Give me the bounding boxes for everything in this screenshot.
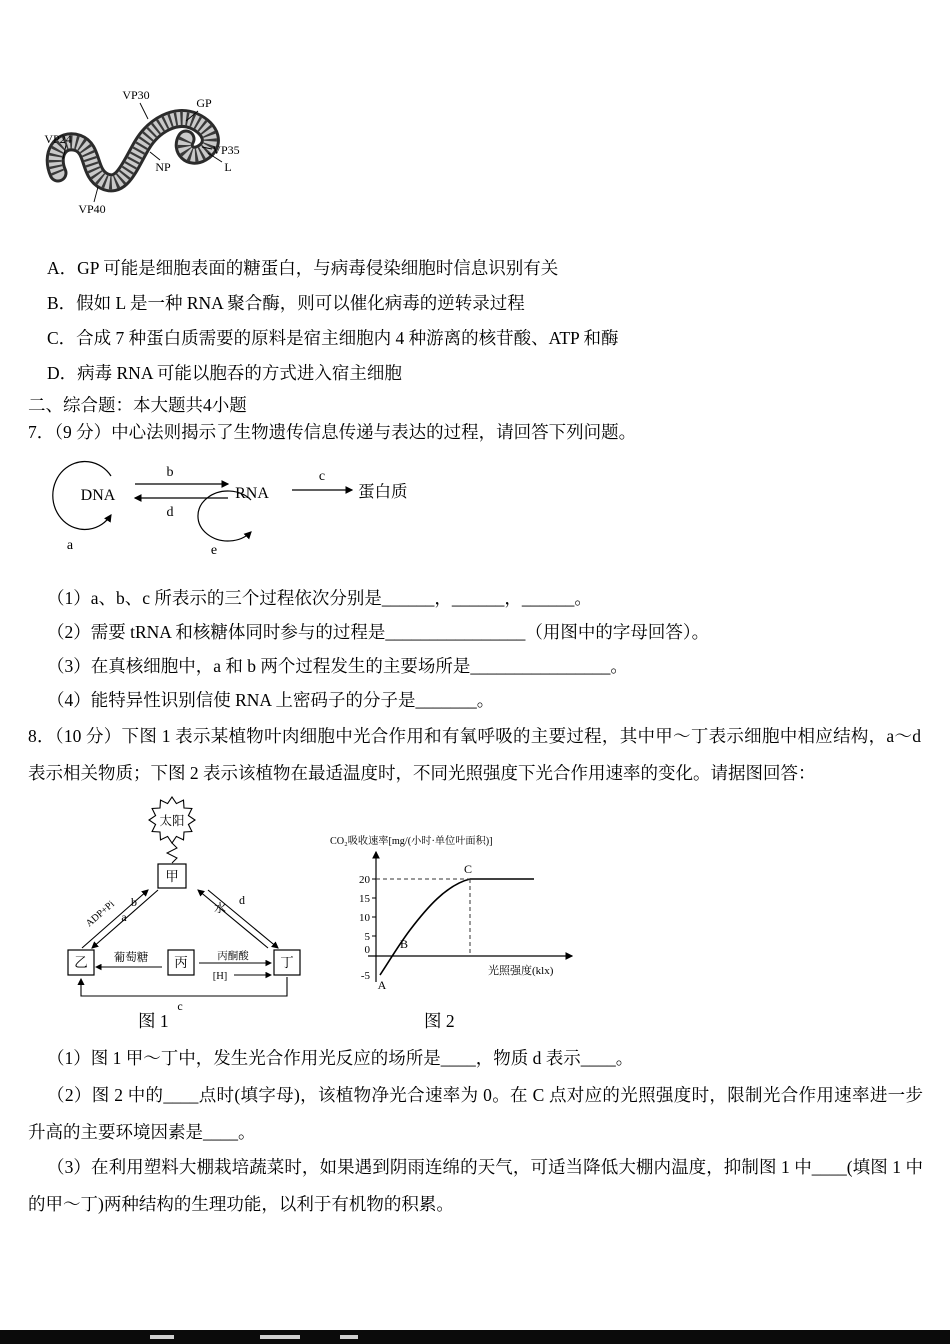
option-b: B．假如 L 是一种 RNA 聚合酶，则可以催化病毒的逆转录过程 [47, 293, 525, 313]
photosynthesis-curve [380, 879, 534, 975]
water-label: 水 [213, 901, 227, 915]
vp30-label: VP30 [122, 88, 150, 102]
figure-2-caption: 图 2 [424, 1011, 455, 1031]
l-label: L [224, 160, 232, 174]
sun-label: 太阳 [159, 814, 185, 828]
figure-1-caption: 图 1 [138, 1011, 169, 1031]
option-c: C．合成 7 种蛋白质需要的原料是宿主细胞内 4 种游离的核苷酸、ATP 和酶 [47, 328, 619, 348]
point-c-label: C [463, 862, 473, 876]
structure-ding-label: 丁 [280, 955, 294, 970]
section-2-header: 二、综合题：本大题共4小题 [28, 395, 247, 415]
dna-label: DNA [80, 487, 116, 504]
q7-intro: 7．（9 分）中心法则揭示了生物遗传信息传递与表达的过程，请回答下列问题。 [28, 422, 637, 442]
strip-mark [150, 1335, 174, 1339]
vp40-label: VP40 [78, 202, 106, 216]
adp-pi-label: ADP+Pi [83, 898, 117, 930]
pyruvate-label: 丙酮酸 [217, 951, 249, 962]
central-dogma-diagram [40, 450, 470, 565]
virus-structure-figure [30, 85, 270, 235]
ytick-0: 0 [364, 944, 370, 956]
process-d-label: d [166, 505, 174, 520]
process-c-label: c [318, 469, 326, 484]
ytick-neg5: -5 [360, 970, 370, 982]
rna-label: RNA [235, 485, 269, 502]
option-d: D．病毒 RNA 可能以胞吞的方式进入宿主细胞 [47, 363, 402, 383]
protein-label: 蛋白质 [358, 482, 408, 501]
h-label: [H] [212, 971, 228, 982]
arrow-c-ding-to-yi [81, 977, 287, 996]
q8-item-3: （3）在利用塑料大棚栽培蔬菜时，如果遇到阴雨连绵的天气，可适当降低大棚内温度，抑制图 1 中____(填图 1 中的甲～丁)两种结构的生理功能，以利于有机物的积累。 [28, 1157, 923, 1214]
ytick-5: 5 [364, 931, 370, 943]
q7-item-4: （4）能特异性识别信使 RNA 上密码子的分子是_______。 [47, 690, 495, 710]
process-e-label: e [210, 543, 218, 558]
figure-1-metabolism-diagram [50, 792, 315, 1017]
q8-item-2: （2）图 2 中的____点时(填字母)，该植物净光合速率为 0。在 C 点对应的光照强度时，限制光合作用速率进一步升高的主要环境因素是____。 [28, 1085, 923, 1142]
light-squiggle [167, 843, 177, 863]
glucose-label: 葡萄糖 [113, 952, 149, 964]
y-axis-title: CO₂吸收速率[mg/(小时·单位叶面积)] [330, 836, 493, 847]
point-b-label: B [399, 937, 409, 951]
np-label: NP [155, 160, 171, 174]
structure-bing-label: 丙 [174, 955, 188, 970]
strip-mark [260, 1335, 300, 1339]
page-bottom-strip [0, 1330, 950, 1344]
ytick-10: 10 [359, 912, 370, 924]
q8-intro: 8．（10 分）下图 1 表示某植物叶肉细胞中光合作用和有氧呼吸的主要过程，其中甲～丁表示细胞中相应结构，a～d 表示相关物质；下图 2 表示该植物在最适温度时，不同光照强度下光合作用速率的变化。请据图回答： [28, 726, 921, 783]
ytick-15: 15 [359, 893, 370, 905]
ytick-20: 20 [359, 874, 370, 886]
process-b-label: b [166, 465, 174, 480]
y-axis-ticks [372, 879, 376, 936]
arrow-ding-to-jia [198, 890, 268, 948]
substance-d-label: d [239, 893, 245, 907]
substance-b-label: b [131, 895, 137, 909]
substance-c-label: c [177, 999, 183, 1013]
q7-item-2: （2）需要 tRNA 和核糖体同时参与的过程是________________（用图中的字母回答）。 [47, 622, 710, 642]
substance-a-label: a [121, 910, 127, 924]
process-a-label: a [66, 538, 74, 553]
figure-2-light-response-graph [318, 828, 618, 1010]
q8-item-1: （1）图 1 甲～丁中，发生光合作用光反应的场所是____，物质 d 表示____。 [47, 1048, 634, 1068]
q7-item-3: （3）在真核细胞中，a 和 b 两个过程发生的主要场所是________________。 [47, 656, 628, 676]
structure-jia-label: 甲 [165, 869, 179, 884]
point-a-label: A [377, 978, 387, 992]
strip-mark [340, 1335, 358, 1339]
option-a: A．GP 可能是细胞表面的糖蛋白，与病毒侵染细胞时信息识别有关 [47, 258, 559, 278]
x-axis-title: 光照强度(klx) [488, 965, 554, 977]
vp35-label: VP35 [212, 143, 240, 157]
structure-yi-label: 乙 [74, 955, 88, 970]
gp-label: GP [196, 96, 212, 110]
vp24-label: VP24 [44, 132, 72, 146]
q7-item-1: （1）a、b、c 所表示的三个过程依次分别是______，______，______。 [47, 588, 592, 608]
